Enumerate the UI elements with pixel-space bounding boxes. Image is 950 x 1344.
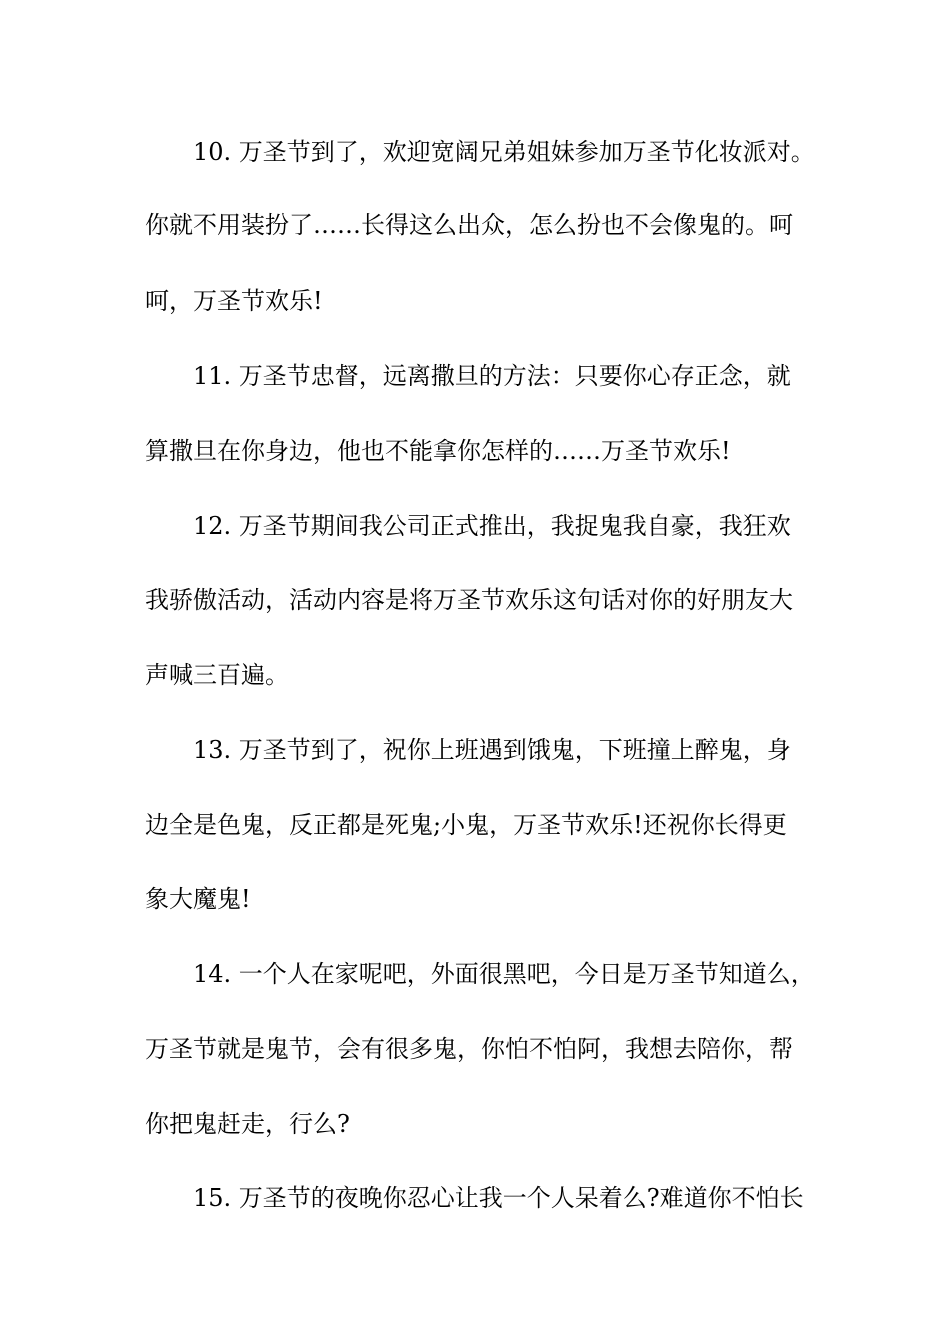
paragraph-13-line-3: 象大魔鬼! <box>145 885 251 913</box>
paragraph-14-line-1: 14. 一个人在家呢吧，外面很黑吧，今日是万圣节知道么， <box>193 960 815 988</box>
paragraph-12-line-1: 12. 万圣节期间我公司正式推出，我捉鬼我自豪，我狂欢 <box>193 512 791 540</box>
paragraph-14-line-2: 万圣节就是鬼节，会有很多鬼，你怕不怕阿，我想去陪你，帮 <box>145 1035 793 1063</box>
paragraph-12-line-3: 声喊三百遍。 <box>145 661 289 689</box>
paragraph-12-line-2: 我骄傲活动，活动内容是将万圣节欢乐这句话对你的好朋友大 <box>145 586 793 614</box>
paragraph-10-line-3: 呵，万圣节欢乐! <box>145 287 323 315</box>
paragraph-15-line-1: 15. 万圣节的夜晚你忍心让我一个人呆着么?难道你不怕长 <box>193 1184 804 1212</box>
paragraph-11-line-2: 算撒旦在你身边，他也不能拿你怎样的……万圣节欢乐! <box>145 437 731 465</box>
paragraph-10-line-1: 10. 万圣节到了，欢迎宽阔兄弟姐妹参加万圣节化妆派对。 <box>193 138 815 166</box>
paragraph-14-line-3: 你把鬼赶走，行么? <box>145 1110 350 1138</box>
paragraph-10-line-2: 你就不用装扮了……长得这么出众，怎么扮也不会像鬼的。呵 <box>145 211 793 239</box>
paragraph-13-line-1: 13. 万圣节到了，祝你上班遇到饿鬼，下班撞上醉鬼，身 <box>193 736 791 764</box>
paragraph-13-line-2: 边全是色鬼，反正都是死鬼;小鬼，万圣节欢乐!还祝你长得更 <box>145 811 787 839</box>
paragraph-11-line-1: 11. 万圣节忠督，远离撒旦的方法：只要你心存正念，就 <box>193 362 791 390</box>
